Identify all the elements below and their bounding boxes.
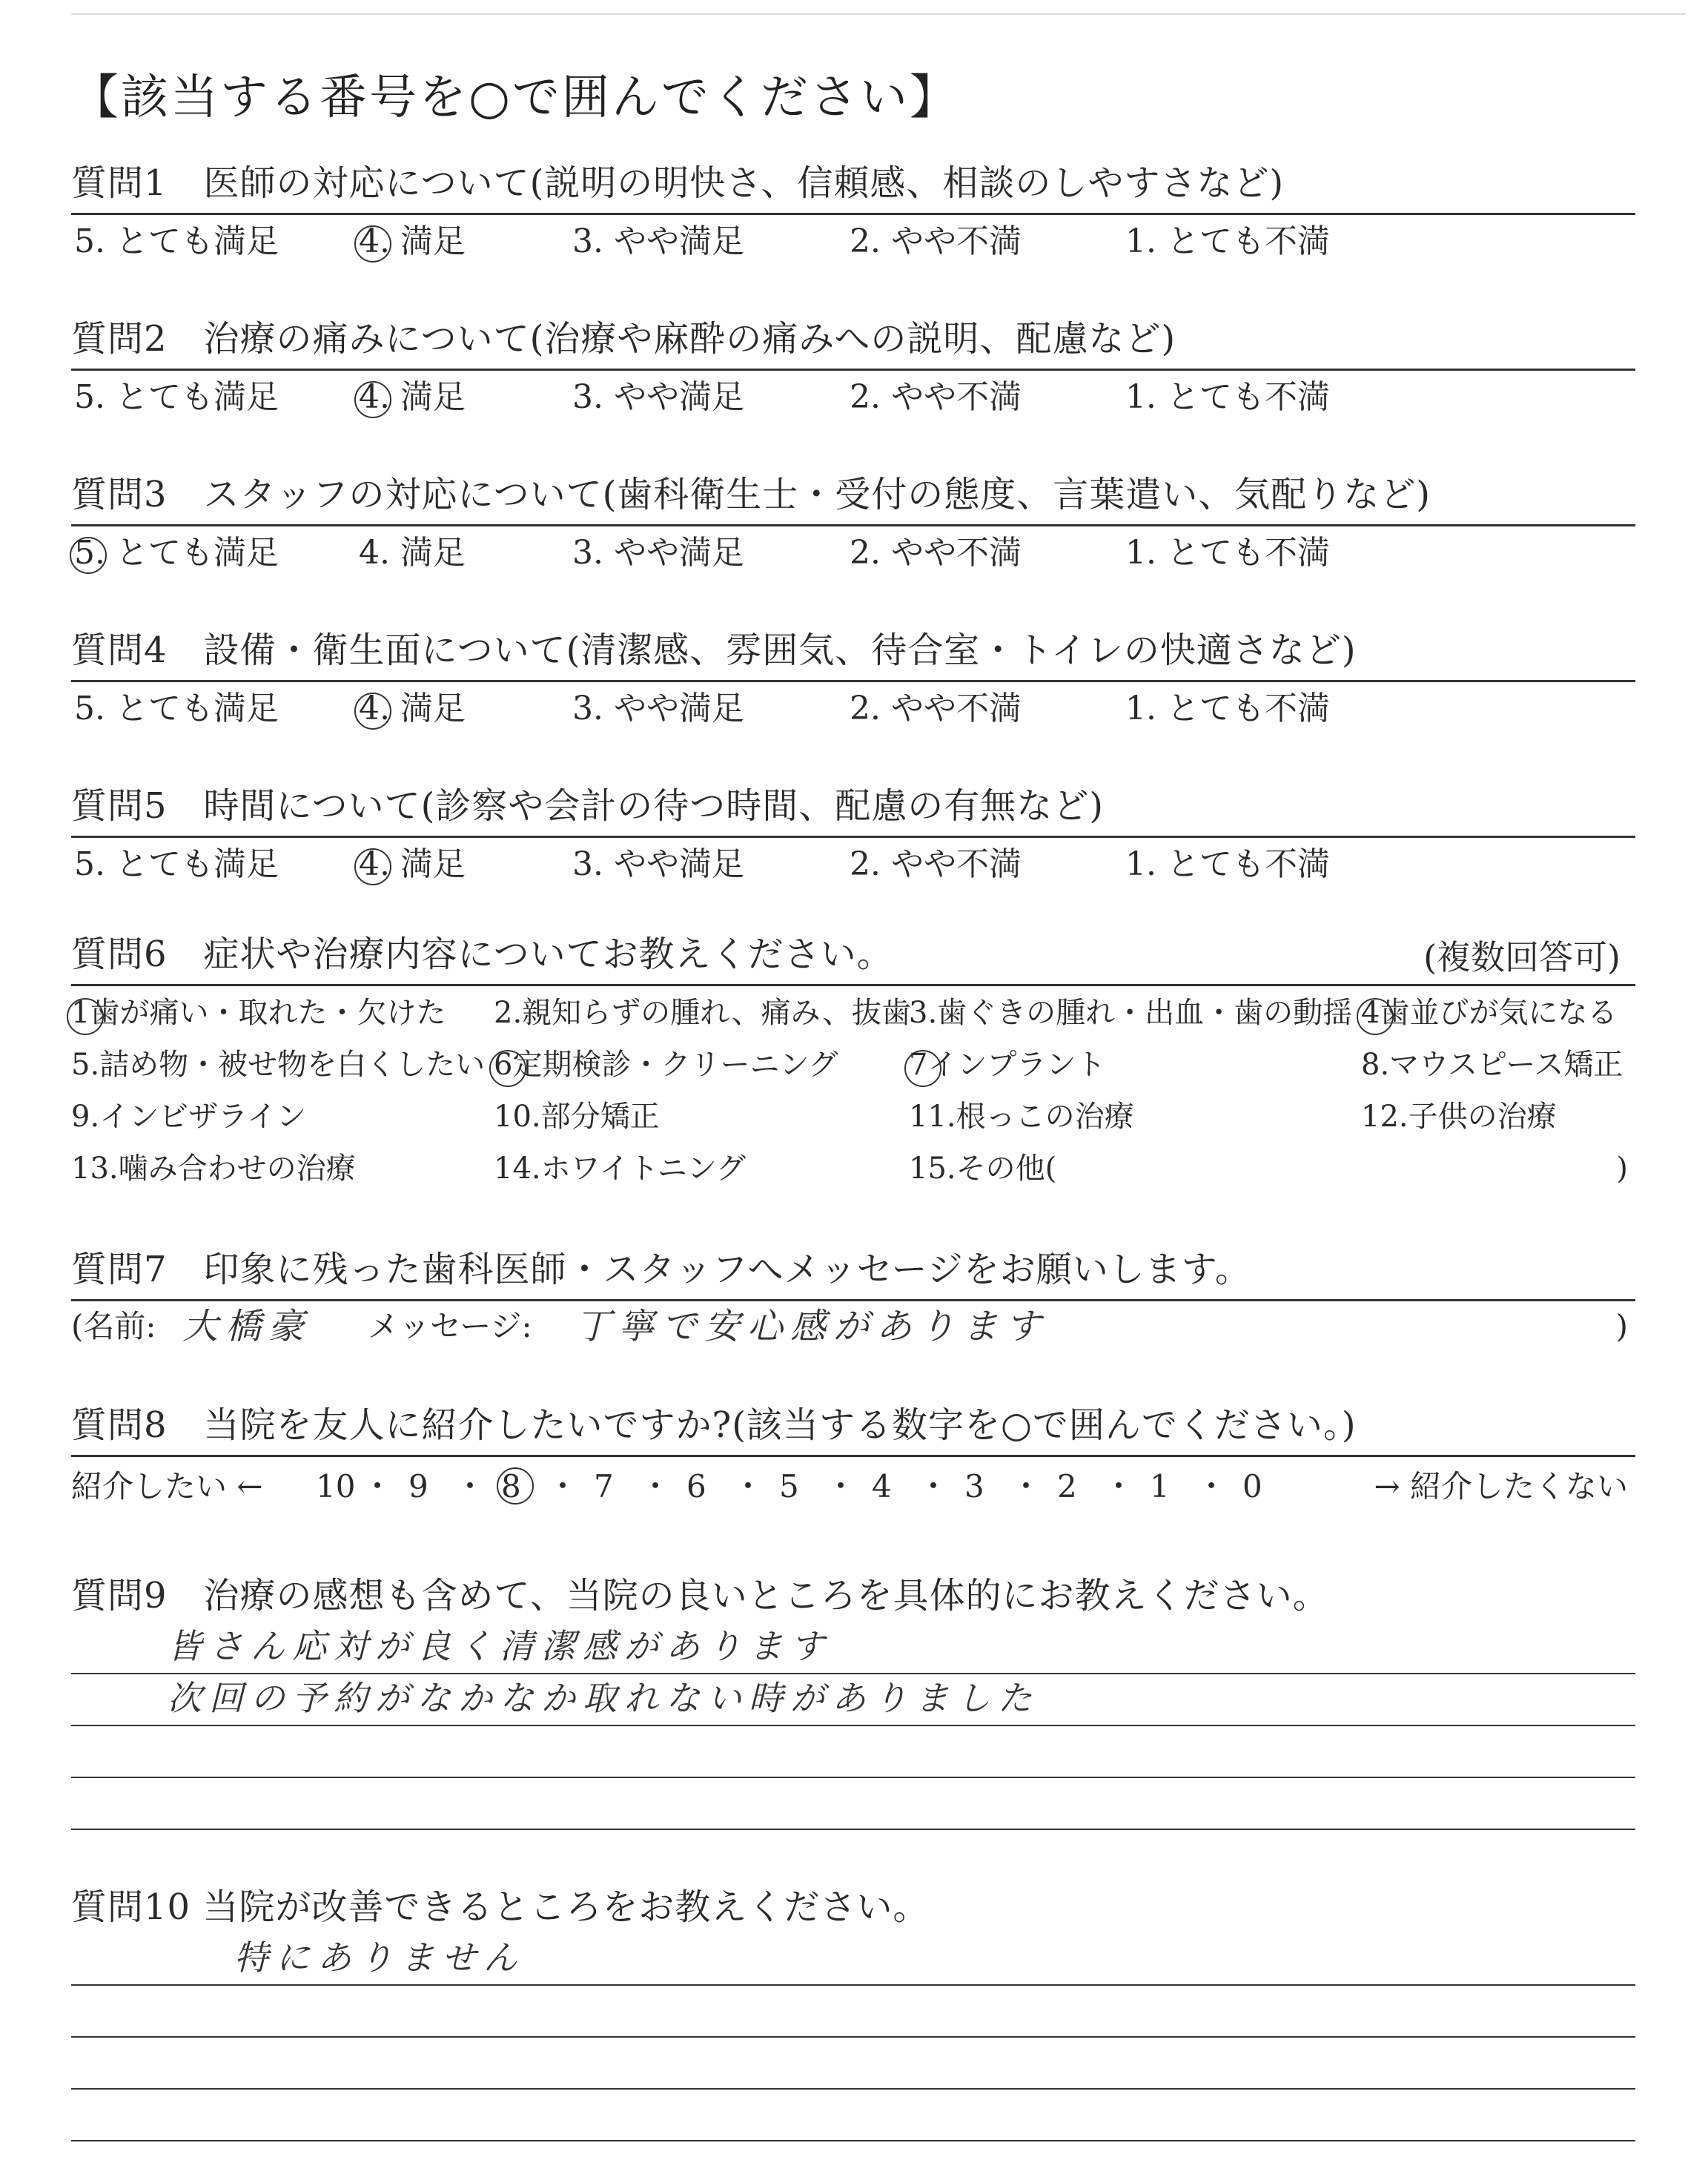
- scale-left-label: 紹介したい ←: [71, 1468, 263, 1505]
- option-label: 部分矯正: [540, 1100, 660, 1134]
- option-number: 15.: [909, 1152, 956, 1186]
- option-number: 10.: [494, 1100, 541, 1134]
- symptom-option-7[interactable]: [909, 1046, 1105, 1084]
- option-label: 噛み合わせの治療: [118, 1152, 356, 1186]
- handwritten-answer: 特にありません: [234, 1938, 525, 1978]
- symptom-option-9[interactable]: [71, 1097, 306, 1136]
- scale-separator: ・: [918, 1468, 950, 1505]
- divider: [71, 1299, 1635, 1301]
- question-title: 質問8 当院を友人に紹介したいですか?(該当する数字を○で囲んでください。): [71, 1404, 1357, 1446]
- answer-line[interactable]: [71, 1934, 1635, 1986]
- scale-separator: ・: [547, 1468, 579, 1505]
- divider: [71, 1455, 1635, 1457]
- answer-lines: [71, 1934, 1635, 2141]
- rating-option-4[interactable]: 4. 満足: [359, 690, 466, 727]
- option-label: 歯が痛い・取れた・欠けた: [90, 996, 446, 1030]
- scale-right-label: → 紹介したくない: [1374, 1468, 1628, 1505]
- question-title: 質問7 印象に残った歯科医師・スタッフへメッセージをお願いします。: [71, 1249, 1251, 1290]
- answer-line[interactable]: [71, 2038, 1635, 2090]
- scale-value-9[interactable]: 9: [408, 1468, 428, 1505]
- message-line: [71, 1304, 1635, 1356]
- rating-options: [71, 842, 1635, 887]
- rating-option-4[interactable]: 4. 満足: [359, 845, 466, 883]
- option-label: 定期検診・クリーニング: [512, 1048, 838, 1082]
- rating-option-3[interactable]: 3. やや満足: [572, 534, 744, 572]
- symptom-option-2[interactable]: [494, 994, 911, 1032]
- close-paren: ): [1615, 1308, 1628, 1344]
- question-2: [71, 315, 1635, 420]
- message-label: メッセージ:: [368, 1308, 532, 1344]
- option-number: 13.: [71, 1152, 119, 1186]
- rating-option-2[interactable]: 2. やや不満: [850, 222, 1022, 260]
- handwritten-answer: 皆さん応対が良く清潔感があります: [168, 1626, 832, 1666]
- message-value[interactable]: 丁寧で安心感があります: [575, 1306, 1049, 1347]
- symptom-option-5[interactable]: [71, 1046, 485, 1084]
- rating-option-5[interactable]: 5. とても満足: [74, 378, 279, 416]
- question-title: 質問2 治療の痛みについて(治療や麻酔の痛みへの説明、配慮など): [71, 318, 1176, 360]
- rating-option-3[interactable]: 3. やや満足: [572, 378, 744, 416]
- scale-value-5[interactable]: 5: [779, 1468, 799, 1505]
- rating-option-2[interactable]: 2. やや不満: [850, 845, 1022, 883]
- option-label: ホワイトニング: [540, 1152, 747, 1186]
- option-label: その他(: [956, 1152, 1057, 1186]
- rating-option-4[interactable]: 4. 満足: [359, 222, 466, 260]
- answer-line[interactable]: [71, 2090, 1635, 2141]
- option-number: 1: [71, 994, 90, 1032]
- symptom-option-11[interactable]: [909, 1097, 1134, 1136]
- option-label: マウスピース矯正: [1389, 1048, 1623, 1082]
- symptom-option-1[interactable]: [71, 994, 446, 1032]
- divider: [71, 524, 1635, 526]
- option-number: 9.: [71, 1100, 100, 1134]
- answer-line[interactable]: [71, 1986, 1635, 2038]
- handwritten-answer: 次回の予約がなかなか取れない時がありました: [168, 1678, 1039, 1718]
- symptom-option-6[interactable]: [494, 1046, 838, 1084]
- scale-separator: ・: [732, 1468, 764, 1505]
- scale-value-10[interactable]: 10: [316, 1468, 356, 1505]
- scale-separator: ・: [1196, 1468, 1228, 1505]
- rating-option-5[interactable]: 5. とても満足: [74, 222, 279, 260]
- rating-option-1[interactable]: 1. とても不満: [1125, 690, 1330, 727]
- question-3: [71, 471, 1635, 575]
- rating-option-5[interactable]: 5. とても満足: [74, 845, 279, 883]
- rating-option-2[interactable]: 2. やや不満: [850, 534, 1022, 572]
- symptom-option-8[interactable]: [1361, 1046, 1623, 1084]
- selection-circle: [354, 693, 391, 730]
- question-1: [71, 159, 1635, 264]
- recommend-scale: [71, 1463, 1635, 1515]
- symptom-option-13[interactable]: [71, 1149, 356, 1188]
- scale-separator: ・: [1010, 1468, 1042, 1505]
- answer-line[interactable]: [71, 1726, 1635, 1778]
- name-value[interactable]: 大橋豪: [182, 1306, 312, 1347]
- question-4: [71, 627, 1635, 731]
- rating-option-1[interactable]: 1. とても不満: [1125, 534, 1330, 572]
- answer-line[interactable]: [71, 1622, 1635, 1674]
- option-number: 5.: [71, 1048, 100, 1082]
- symptom-option-12[interactable]: [1361, 1097, 1557, 1136]
- option-number: 6: [494, 1046, 512, 1084]
- scale-separator: ・: [825, 1468, 857, 1505]
- selection-circle: [354, 848, 391, 885]
- option-label: 詰め物・被せ物を白くしたい: [99, 1048, 486, 1082]
- rating-option-2[interactable]: 2. やや不満: [850, 690, 1022, 727]
- answer-line[interactable]: [71, 1778, 1635, 1830]
- divider: [71, 369, 1635, 371]
- answer-lines: [71, 1622, 1635, 1830]
- option-number: 12.: [1361, 1100, 1409, 1134]
- rating-option-4[interactable]: 4. 満足: [359, 534, 466, 572]
- selection-circle: [70, 537, 107, 574]
- scale-value-7[interactable]: 7: [594, 1468, 614, 1505]
- scale-value-2[interactable]: 2: [1057, 1468, 1077, 1505]
- name-label: (名前:: [71, 1308, 156, 1344]
- scale-separator: ・: [640, 1468, 672, 1505]
- close-paren: ): [1616, 1152, 1628, 1186]
- symptom-option-4[interactable]: [1361, 994, 1617, 1032]
- scale-value-4[interactable]: 4: [872, 1468, 892, 1505]
- question-9: [71, 1572, 1635, 1830]
- option-number: 2.: [494, 996, 523, 1030]
- question-title: 質問6 症状や治療内容についてお教えください。: [71, 934, 893, 975]
- scale-value-1[interactable]: 1: [1150, 1468, 1170, 1505]
- rating-option-3[interactable]: 3. やや満足: [572, 845, 744, 883]
- symptom-option-3[interactable]: [909, 994, 1352, 1032]
- scale-value-6[interactable]: 6: [686, 1468, 706, 1505]
- rating-options: [71, 375, 1635, 420]
- divider: [71, 984, 1635, 986]
- selection-circle: [354, 381, 391, 418]
- form-header: 【該当する番号を○で囲んでください】: [71, 70, 959, 125]
- question-title: 質問1 医師の対応について(説明の明快さ、信頼感、相談のしやすさなど): [71, 162, 1285, 204]
- option-number: 3.: [909, 996, 938, 1030]
- rating-options: [71, 219, 1635, 264]
- option-label: 根っこの治療: [956, 1100, 1134, 1134]
- option-label: 歯ぐきの腫れ・出血・歯の動揺: [937, 996, 1353, 1030]
- multiple-answers-note: (複数回答可): [1423, 937, 1621, 977]
- option-number: 11.: [909, 1100, 956, 1134]
- scale-separator: ・: [454, 1468, 486, 1505]
- symptom-option-14[interactable]: [494, 1149, 746, 1188]
- rating-option-5[interactable]: 5. とても満足: [74, 534, 279, 572]
- divider: [71, 680, 1635, 682]
- rating-option-1[interactable]: 1. とても不満: [1125, 378, 1330, 416]
- option-number: 14.: [494, 1152, 541, 1186]
- option-number: 8.: [1361, 1048, 1390, 1082]
- answer-line[interactable]: [71, 1674, 1635, 1726]
- divider: [71, 213, 1635, 215]
- top-rule: [71, 13, 1686, 15]
- rating-option-1[interactable]: 1. とても不満: [1125, 845, 1330, 883]
- selection-circle: [354, 225, 391, 262]
- scale-value-0[interactable]: 0: [1242, 1468, 1262, 1505]
- question-6: [71, 931, 1635, 1209]
- question-title: 質問10 当院が改善できるところをお教えください。: [71, 1886, 930, 1928]
- question-7: [71, 1246, 1635, 1356]
- symptom-options: [71, 994, 1635, 1209]
- question-title: 質問4 設備・衛生面について(清潔感、雰囲気、待合室・トイレの快適さなど): [71, 630, 1357, 671]
- rating-option-3[interactable]: 3. やや満足: [572, 690, 744, 727]
- question-title: 質問5 時間について(診察や会計の待つ時間、配慮の有無など): [71, 785, 1105, 827]
- scale-separator: ・: [362, 1468, 394, 1505]
- rating-option-1[interactable]: 1. とても不満: [1125, 222, 1330, 260]
- divider: [71, 836, 1635, 838]
- option-label: インビザライン: [99, 1100, 306, 1134]
- rating-option-5[interactable]: 5. とても満足: [74, 690, 279, 727]
- rating-option-2[interactable]: 2. やや不満: [850, 378, 1022, 416]
- symptom-option-15[interactable]: [909, 1149, 1056, 1188]
- rating-options: [71, 531, 1635, 575]
- symptom-option-10[interactable]: [494, 1097, 660, 1136]
- question-title: 質問3 スタッフの対応について(歯科衛生士・受付の態度、言葉遣い、気配りなど): [71, 474, 1431, 515]
- rating-option-3[interactable]: 3. やや満足: [572, 222, 744, 260]
- rating-options: [71, 687, 1635, 731]
- scale-value-3[interactable]: 3: [964, 1468, 984, 1505]
- option-label: 親知らずの腫れ、痛み、抜歯: [522, 996, 911, 1030]
- question-5: [71, 782, 1635, 887]
- question-title: 質問9 治療の感想も含めて、当院の良いところを具体的にお教えください。: [71, 1575, 1329, 1616]
- option-label: 歯並びが気になる: [1380, 996, 1618, 1030]
- option-label: 子供の治療: [1408, 1100, 1557, 1134]
- question-10: [71, 1883, 1635, 2141]
- option-number: 7: [909, 1046, 927, 1084]
- option-label: インプラント: [927, 1048, 1106, 1082]
- rating-option-4[interactable]: 4. 満足: [359, 378, 466, 416]
- scale-value-8[interactable]: 8: [501, 1463, 521, 1510]
- question-8: [71, 1401, 1635, 1515]
- option-number: 4: [1361, 994, 1380, 1032]
- scale-separator: ・: [1103, 1468, 1135, 1505]
